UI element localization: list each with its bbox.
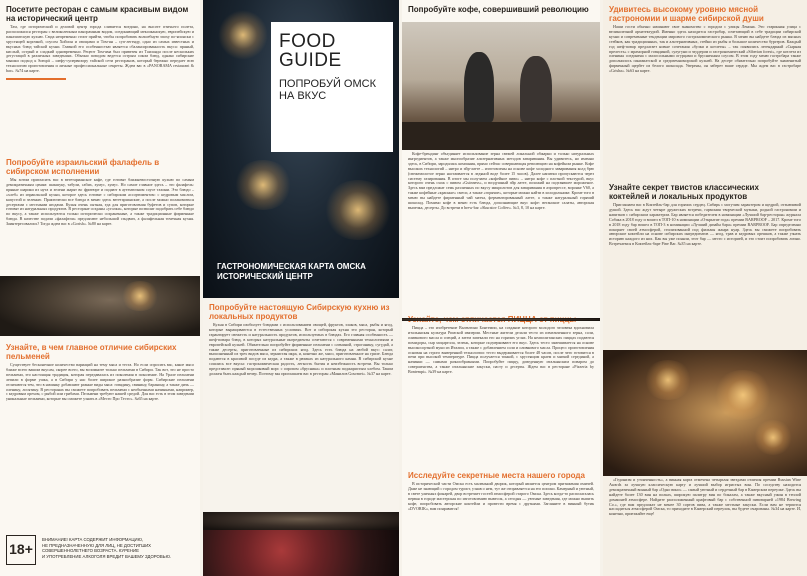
section-title: Узнайте, в чем главное отличие сибирских пельменей <box>6 343 177 361</box>
section-body: Там, где исторический и деловой центр города сливается воедино, на высоте птичьего полета, расположился ресторан с великолепным панорамным видом, соединяющий мексиканскую, европейскую и паназиатскую кухню. Сюда непременно стоит прийти, чтобы попробовать волшебную эпоху по-японски с хрустящей корочкой, соусом Хойсин и овощами и Том-ян – суп-легенду, одно из самых известных и вкусных блюд тайской кухни. Главной его особенностью является сбалансированность вкуса: пряный, кислый, острый и сладкий одновременно. Рецепт Том-яма был привезен из Таиланда после нескольких дегустаций в различных заведениях. Обычно поводом ведется острым соком блюд, однако сибирские мышки подход к Sompit – шефу-супервизору тайской сети ресторанов, который бережно передает всю технологию приготовления и личные профессиональные секреты. Ждем вас в «PANORAMA restaurant & bar». №74 на карте. <box>6 24 194 74</box>
section-wine <box>603 478 807 576</box>
column-4 <box>603 0 807 576</box>
cafe-photo <box>603 350 807 476</box>
section-cocktails <box>603 180 807 338</box>
divider <box>6 78 66 80</box>
guide-title: FOOD GUIDE <box>279 31 342 71</box>
lamp-glow <box>218 10 268 60</box>
section-coffee-header <box>402 2 600 18</box>
column-1 <box>0 0 200 576</box>
guide-title-box <box>271 22 393 152</box>
lamp-glow <box>233 160 293 210</box>
section-siberian-cuisine <box>203 300 399 532</box>
section-title: Посетите ресторан с самым красивым видом на исторический центр <box>6 5 189 23</box>
person-figure <box>464 52 494 122</box>
section-coffee <box>402 152 600 312</box>
light-glow <box>753 420 793 455</box>
map-caption: ГАСТРОНОМИЧЕСКАЯ КАРТА ОМСКА ИСТОРИЧЕСКИЙ ЦЕНТР <box>217 262 366 281</box>
kitchen-photo <box>0 276 200 336</box>
section-body: Пицца – это изобретение Валентино Бонтемпи, на создание которого молодого человека вдохновила итальянская культура Римской империи. Местные жители делали тесто из измельченного зерна, соли, оливкового масла и специй, а затем запекали его на горячих углях. На неаполитанских пиццах подаются помидоры, сыр моцарелла, зелень, которые подчеркивают его вкус. Здесь тесто замешивается на основе высокосортной муки из Италии, а также с добавлением соли и оливкового масла. Процесс приготовления основан на строго выверенной технологии: тесто выдерживается более 48 часов, после чего готовится в печи при высокой температуре. Пицца получается тонкой, с хрустящим краем и мягкой серединой, а начинки — самыми разнообразными. Попробуйте пиццу, доведенную итальянским поваром до совершенства, а также итальянские закуски, пасту и десерты. Ждем вас в ресторане «Pizzeria by Bontempi». №39 на карте. <box>408 325 594 375</box>
section-title: Попробуйте кофе, совершивший революцию <box>408 5 589 14</box>
guide-subtitle: ПОПРОБУЙ ОМСК НА ВКУС <box>279 78 377 102</box>
column-3 <box>402 0 600 576</box>
section-body: «Гедонизм и утонченность», а винная карта отмечена четырьмя звездами отличия премии Russian Wine Awards за лучшую классическую карту и лучший выбор игристых вин. По соседству находится демократичный винный бар «Одно вино» — самый уютный и сердечный бар в Камерском переулке. Здесь вы найдете более 130 вин на полках, широкую палитру вин по бокалам, а также вкусный ужин в теплой домашней атмосфере. Найдите расположенный крафтовый бар с собственной пивоварней «1984 Brewing Co.», где вам предложат не менее 30 сортов пива, а также местные закуски. Если вам не терпится насладиться атмосферой Омска, то приходите в Камерский переулок, вы будете очарованы. №34 на карте. И, конечно, приезжайте еще! <box>609 478 801 517</box>
light-glow <box>643 360 693 400</box>
section-body: В исторической части Омска есть маленький дворик, который является центром притяжения омичей. Даже не знающий с городом турист, узнав о нем, тут же отправляется на его поиски. Камерный и уютный, в свете уличных фонарей, двор встречает гостей атмосферой старого Омска. Здесь когда-то располагалась первая в городе мастерская по изготовлению вывесок, а сегодня — уютные заведения, где можно выпить кофе, попробовать авторские коктейли и провести время с друзьями. Загляните в винный бутик «DVORIK», вам понравится! <box>408 481 594 511</box>
barista-photo <box>402 22 600 150</box>
berries-photo <box>203 530 399 576</box>
person-figure <box>520 56 552 122</box>
section-title: Попробуйте израильский фалафель в сибирском исполнении <box>6 158 160 176</box>
section-meat-gastronomy <box>603 2 807 180</box>
light-glow <box>713 370 773 420</box>
section-panorama <box>0 2 200 152</box>
column-2 <box>203 0 399 576</box>
section-title: Узнайте секрет твистов классических коктейлей и локальных продуктов <box>609 183 759 201</box>
section-body: Приглашаем вас в Коктейль-бар для горячих сердец. Сибирь с могучим характером и щедрой, отзывчивой душой. Здесь вас ждут четыре дружеских встречи, гармония творческой музыки, родной гастрономии и напитков с сибирским характером. Бар является победителем в номинации «Лучший бар-ресторан» журнала Собака в 2018 году и вошел в ТОП-10 в номинации «Открытие года» премии BARPROOF – 2017. Кроме того в 2018 году бар вошел в ТОП-3 в номинации «Лучший дизайн бара» премии BARPROOF. Бар определенно покоряет своей атмосферой, стилизованной под фильмы жанра нуар. Здесь вы сможете попробовать авторские коктейли на основе сибирских ингредиентов — ягод, трав и кедровых орешков, а также узнать историю каждого из них. Как вы уже поняли, этот бар — место с историей, и это стоит попробовать лично. Встречаемся в Коктейль-баре Pine Bar. №35 на карте. <box>609 202 801 247</box>
section-body: Существует бесконечное количество вариаций на тему мяса и теста. Но если спросить вас, какое мясо ближе всего вашим вкусам, скорее всего, вы вспомните только пельмени в Сибири. Так вот, это не просто пельмени, это настоящая традиция, которая передавалась из поколения в поколение. На Урале пельмени лепили в форме ушка, а в Сибири у нас более широкое разнообразие форм. Сибирские пельмени отличаются тем, что в начинку добавляют разные виды мяса: говядину, свинину, баранину, а также дичь — оленину, лосятину. В ресторанах вы сможете попробовать пельмени с необычными начинками, например, с кедровым орехом, с рыбой или грибами. Пельмени требуют нашей средой. Для вас есть в этом заведении уникальные пельмени, которые вы сможете узнать в «Место Про Тесто». №65 на карте. <box>6 362 194 402</box>
section-pelmeni <box>0 340 200 530</box>
bar-counter <box>402 122 600 150</box>
section-body: Наши гости обычно начинают свое знакомство с городом с улицы Ленина. Это старинная улица с великолепной архитектурой. Именно здесь находится гастробар, сочетающий в себе традиции сибирской кухни и современные тенденции мирового гастрономического рынка. В меню вы найдете блюда из мясных стейков, как традиционных, так и альтернативных, стейки из рыбы и большое количество бургеров. Каждый год шеф-повар предлагает новые сочетания «булки и котлеты» – так появились легендарный «Сырная прелесть» с мраморной говядиной, сулугуни и чеддером и гастрономический «Siberian forest», где котлета из оленины соединена с малосольными огурцами и брусничным соусом. В этом году меню гастробара также дополнилось паназиатской и средиземноморской кухней. На десерт обязательно попробуйте знаменитый фирменный щербет из белого шоколада. Уверены, он заберет ваше сердце. Мы ждем вас в гастробаре «Grisha». №63 на карте. <box>609 24 801 74</box>
section-falafel <box>0 155 200 290</box>
thin-divider-photo <box>402 318 600 321</box>
health-warning: ВНИМАНИЕ! КАРТА СОДЕРЖИТ ИНФОРМАЦИЮ, НЕ ПРЕДНАЗНАЧЕННУЮ ДЛЯ ЛИЦ, НЕ ДОСТИГШИХ СОВЕРШЕННОЛЕТНЕГО ВОЗРАСТА. КУРЕНИЕ И УПОТРЕБЛЕНИЕ АЛКОГОЛЯ ВРЕДИТ ВАШЕМУ ЗДОРОВЬЮ. <box>42 537 172 559</box>
section-title: Исследуйте секретные места нашего города <box>408 471 585 480</box>
section-body: Кухня в Сибири изобилует блюдами с использованием овощей, фруктов, злаков, мяса, рыбы и ягод, которые выращиваются в естественных условиях. Вот и сибирская кухня это ресторан, который гарантирует свежесть и натуральность продуктов, используемых в блюдах. Его главная особенность — шеф-повара блюд, в которых натуральные ингредиенты сочетаются с современными технологиями и европейской кухней. Обязательно попробуйте фирменные пельмени с олениной, строганину, сугудай, а также десерты, приготовленные из сибирских ягод. Здесь есть блюда на любой вкус: салат, выполненный из трех видов мяса, зернистая икра, и, конечно же, мясо, приготовленное на гриле. Блюда подаются в красивой посуде из кедра, а также в рюмках из натурального камня. В сибирской кухне сошлись все вкусы: гастрономическая радость, легкость бытия и неизбежность встречи. Вы только представьте: пряный морошковый морс с сиропом «брусника» и плотным поджаристым хлебом. Таким должен быть каждый вечер. Поэтому мы приглашаем вас в ресторан «Манилов Gourmet». №37 на карте. <box>209 322 393 377</box>
light-glow <box>120 281 160 311</box>
section-body: Мы хотим пригласить вас в вегетарианское кафе, где готовят ближневосточную кухню по самым демократичным ценам: шакшуку, табули, сабих, хумус, хумус. Но самое главное здесь – это фалафель: пряные шарики из нута и зелени жарят во фритюре и подают в аутентичном соусе тахини. Это блюдо – «хлеб» из израильской кухни, которое здесь готовят с сибирским ассортиментом: с кедровым маслом, капустой и зеленью. Практически все блюда в меню здесь вегетарианские, а после можно полакомиться десертами с местными ягодами. Кухня очень сытная, еда для приготовления буфетов и супов, которые готовят из натуральных продуктов. В ресторане созданы «уголки», которые позволят подобрать себе блюдо по вкусу, а также используются только исторически сохраненные, а также традиционные фирменные блюда. В качестве подачи «фалафели» предлагают небольшой сэндвич, а фалафельная точечная кухня. Заинтересовались? Тогда ждем вас в «Gorish». №80 на карте. <box>6 177 194 227</box>
bar-photo <box>203 512 399 530</box>
lamp-glow <box>323 180 393 240</box>
age-rating-badge: 18+ <box>6 535 36 565</box>
section-body: Кофе-брендинг объединяет использование зерна свежей локальной обжарки и только натуральных ингредиентов, а также многообразие альтернативных методов заваривания. Вы удивитесь, но именно здесь, в Сибири, зародилась компания, прямо сейчас совершающая революцию на кофейном рынке. Кофе высоких технологий – нитро и эйр-латте – изготовлены на основе кофе холодного заваривания колд брю (свежемолотое зерно настаивается в ледяной воде более 15 часов). Далее напитки пропускаются через систему газирования. В итоге мы получаем «кофейное пиво» – нитро кофе с плотной текстурой, вкус которого очень схож с пивом «Guinness», и воздушный эйр латте, похожий на подтаявшее мороженое. Здесь вам предложат семь различных по вкусу микролотов для заваривания в аэропрессе, воронке V60, а также кофейные «красные» смеси, а также «горячие», которые можно найти в холодильнике. Кроме того в меню вы найдете фирменный чай матча, ферментированный латте, а также натуральный горячий шоколад. Помимо кофе в меню есть блюда, дополняющие вкус кофе: веганские салаты, авторская выпечка, десерты. До встречи в brew-bar «Skuratov Coffee». №3, 8, 10 на карте. <box>408 152 595 210</box>
section-title: Попробуйте настоящую Сибирскую кухню из локальных продуктов <box>209 303 390 321</box>
section-secret-places <box>402 468 600 576</box>
section-title: Удивитесь высокому уровню мясной гастрономии и шарме сибирской души <box>609 5 764 23</box>
